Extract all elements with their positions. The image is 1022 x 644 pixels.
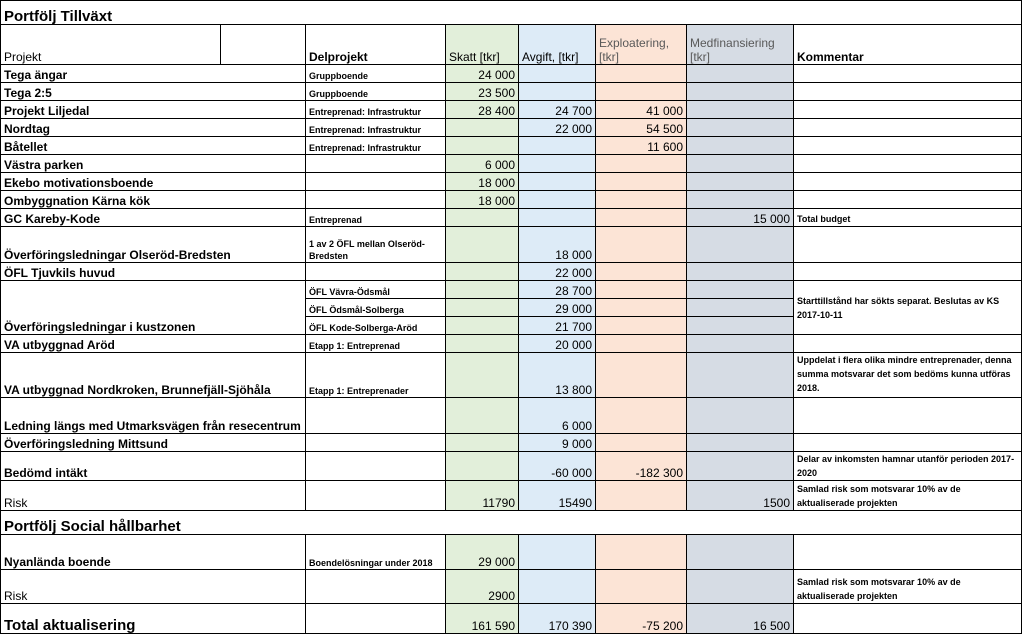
- table-row: [1, 137, 1022, 155]
- cell-skatt: [446, 452, 519, 481]
- cell-delprojekt: Entreprenad: [306, 209, 446, 227]
- header-skatt: Skatt [tkr]: [446, 25, 519, 65]
- cell-medfinansiering: [687, 353, 794, 398]
- section-title: Portfölj Social hållbarhet: [1, 511, 1022, 535]
- cell-medfinansiering: [687, 227, 794, 263]
- cell-avgift: [519, 535, 596, 570]
- cell-delprojekt: Entreprenad: Infrastruktur: [306, 119, 446, 137]
- cell-kommentar: [794, 535, 1022, 570]
- cell-exploatering: [596, 535, 687, 570]
- cell-projekt: Nyanlända boende: [1, 535, 306, 570]
- cell-delprojekt: ÖFL Vävra-Ödsmål: [306, 281, 446, 299]
- cell-delprojekt: Gruppboende: [306, 83, 446, 101]
- cell-delprojekt: [306, 173, 446, 191]
- cell-projekt: Bedömd intäkt: [1, 452, 306, 481]
- cell-skatt: [446, 317, 519, 335]
- table-row: [1, 191, 1022, 209]
- cell-delprojekt: Gruppboende: [306, 65, 446, 83]
- cell-medfinansiering: [687, 119, 794, 137]
- cell-exploatering: [596, 263, 687, 281]
- cell-medfinansiering: [687, 452, 794, 481]
- cell-avgift: 13 800: [519, 353, 596, 398]
- table-row: [1, 535, 1022, 570]
- cell-projekt: Ombyggnation Kärna kök: [1, 191, 306, 209]
- cell-delprojekt: [306, 398, 446, 434]
- cell-delprojekt: Boendelösningar under 2018: [306, 535, 446, 570]
- cell-projekt: GC Kareby-Kode: [1, 209, 306, 227]
- cell-kommentar: [794, 335, 1022, 353]
- cell-avgift: 9 000: [519, 434, 596, 452]
- cell-avgift: [519, 155, 596, 173]
- cell-projekt: Ledning längs med Utmarksvägen från resecentrum: [1, 398, 306, 434]
- table-row: [1, 173, 1022, 191]
- header-delprojekt: Delprojekt: [306, 25, 446, 65]
- cell-exploatering: [596, 155, 687, 173]
- cell-exploatering: 54 500: [596, 119, 687, 137]
- cell-skatt: [446, 353, 519, 398]
- cell-avgift: 15490: [519, 481, 596, 511]
- header-kommentar: Kommentar: [794, 25, 1022, 65]
- cell-projekt: Projekt Liljedal: [1, 101, 306, 119]
- total-exploatering: -75 200: [596, 604, 687, 634]
- cell-projekt: Ekebo motivationsboende: [1, 173, 306, 191]
- cell-skatt: [446, 398, 519, 434]
- cell-avgift: 28 700: [519, 281, 596, 299]
- cell-medfinansiering: 15 000: [687, 209, 794, 227]
- cell-delprojekt: [306, 452, 446, 481]
- table-row: [1, 353, 1022, 398]
- table-row: [1, 398, 1022, 434]
- table-row: [1, 263, 1022, 281]
- cell-exploatering: [596, 353, 687, 398]
- table-row: [1, 209, 1022, 227]
- cell-projekt: VA utbyggnad Aröd: [1, 335, 306, 353]
- cell-medfinansiering: [687, 535, 794, 570]
- header-blank: [221, 25, 306, 65]
- table-row: [1, 119, 1022, 137]
- cell-kommentar: [794, 137, 1022, 155]
- cell-skatt: 24 000: [446, 65, 519, 83]
- cell-projekt: Risk: [1, 481, 306, 511]
- table-row: [1, 281, 1022, 299]
- cell-medfinansiering: [687, 137, 794, 155]
- header-row: [1, 25, 1022, 65]
- cell-delprojekt: [306, 434, 446, 452]
- cell-projekt: Västra parken: [1, 155, 306, 173]
- cell-exploatering: 41 000: [596, 101, 687, 119]
- cell-medfinansiering: [687, 173, 794, 191]
- cell-medfinansiering: [687, 263, 794, 281]
- cell-delprojekt: Etapp 1: Entreprenad: [306, 335, 446, 353]
- cell-projekt: VA utbyggnad Nordkroken, Brunnefjäll-Sjöhåla: [1, 353, 306, 398]
- cell-avgift: [519, 173, 596, 191]
- cell-exploatering: 11 600: [596, 137, 687, 155]
- cell-skatt: [446, 227, 519, 263]
- cell-medfinansiering: [687, 281, 794, 299]
- cell-exploatering: [596, 173, 687, 191]
- cell-kommentar: [794, 604, 1022, 634]
- cell-exploatering: [596, 398, 687, 434]
- cell-medfinansiering: [687, 299, 794, 317]
- cell-skatt: [446, 299, 519, 317]
- cell-projekt: Överföringsledningar i kustzonen: [1, 281, 306, 335]
- total-label: Total aktualisering: [1, 604, 306, 634]
- cell-delprojekt: [306, 481, 446, 511]
- cell-skatt: 18 000: [446, 191, 519, 209]
- cell-kommentar: [794, 191, 1022, 209]
- cell-avgift: 6 000: [519, 398, 596, 434]
- cell-avgift: 21 700: [519, 317, 596, 335]
- header-projekt: Projekt: [1, 25, 221, 65]
- cell-avgift: [519, 137, 596, 155]
- cell-medfinansiering: [687, 434, 794, 452]
- table-row: [1, 101, 1022, 119]
- table-row: [1, 65, 1022, 83]
- cell-projekt: ÖFL Tjuvkils huvud: [1, 263, 306, 281]
- section-header-tillvaxt: [1, 1, 1022, 25]
- cell-medfinansiering: 1500: [687, 481, 794, 511]
- cell-kommentar: [794, 263, 1022, 281]
- cell-exploatering: [596, 317, 687, 335]
- cell-medfinansiering: [687, 65, 794, 83]
- table-row: [1, 481, 1022, 511]
- cell-kommentar: Delar av inkomsten hamnar utanför perioden 2017-2020: [794, 452, 1022, 481]
- cell-medfinansiering: [687, 317, 794, 335]
- cell-kommentar: [794, 65, 1022, 83]
- cell-skatt: 28 400: [446, 101, 519, 119]
- cell-skatt: 11790: [446, 481, 519, 511]
- cell-kommentar: Samlad risk som motsvarar 10% av de aktualiserade projekten: [794, 481, 1022, 511]
- cell-medfinansiering: [687, 83, 794, 101]
- cell-kommentar: Starttillstånd har sökts separat. Beslutas av KS 2017-10-11: [794, 281, 1022, 335]
- cell-kommentar: Total budget: [794, 209, 1022, 227]
- cell-medfinansiering: [687, 155, 794, 173]
- cell-skatt: 29 000: [446, 535, 519, 570]
- cell-delprojekt: Entreprenad: Infrastruktur: [306, 137, 446, 155]
- cell-delprojekt: ÖFL Ödsmål-Solberga: [306, 299, 446, 317]
- table-row: [1, 83, 1022, 101]
- cell-skatt: [446, 434, 519, 452]
- header-avgift: Avgift, [tkr]: [519, 25, 596, 65]
- cell-skatt: [446, 119, 519, 137]
- cell-medfinansiering: [687, 398, 794, 434]
- cell-kommentar: [794, 119, 1022, 137]
- cell-avgift: 29 000: [519, 299, 596, 317]
- table-row: [1, 227, 1022, 263]
- cell-avgift: [519, 209, 596, 227]
- table-row: [1, 335, 1022, 353]
- cell-exploatering: [596, 83, 687, 101]
- cell-skatt: 2900: [446, 570, 519, 604]
- table-row: [1, 434, 1022, 452]
- cell-avgift: [519, 65, 596, 83]
- cell-exploatering: [596, 209, 687, 227]
- cell-exploatering: -182 300: [596, 452, 687, 481]
- cell-exploatering: [596, 570, 687, 604]
- cell-kommentar: Samlad risk som motsvarar 10% av de aktualiserade projekten: [794, 570, 1022, 604]
- table-row: [1, 452, 1022, 481]
- cell-avgift: 18 000: [519, 227, 596, 263]
- cell-exploatering: [596, 434, 687, 452]
- cell-exploatering: [596, 227, 687, 263]
- cell-exploatering: [596, 65, 687, 83]
- cell-projekt: Nordtag: [1, 119, 306, 137]
- cell-skatt: 6 000: [446, 155, 519, 173]
- cell-medfinansiering: [687, 191, 794, 209]
- cell-exploatering: [596, 299, 687, 317]
- cell-delprojekt: ÖFL Kode-Solberga-Aröd: [306, 317, 446, 335]
- section-header-social: [1, 511, 1022, 535]
- cell-projekt: Överföringsledningar Olseröd-Bredsten: [1, 227, 306, 263]
- cell-avgift: [519, 83, 596, 101]
- cell-delprojekt: [306, 155, 446, 173]
- cell-exploatering: [596, 481, 687, 511]
- cell-avgift: 20 000: [519, 335, 596, 353]
- cell-exploatering: [596, 281, 687, 299]
- cell-delprojekt: [306, 263, 446, 281]
- section-title: Portfölj Tillväxt: [1, 1, 1022, 25]
- header-medfinansiering: Medfinansiering [tkr]: [687, 25, 794, 65]
- cell-skatt: 23 500: [446, 83, 519, 101]
- cell-medfinansiering: [687, 101, 794, 119]
- cell-medfinansiering: [687, 335, 794, 353]
- cell-kommentar: [794, 173, 1022, 191]
- cell-delprojekt: [306, 604, 446, 634]
- cell-avgift: 24 700: [519, 101, 596, 119]
- cell-kommentar: [794, 434, 1022, 452]
- cell-skatt: [446, 263, 519, 281]
- cell-skatt: 18 000: [446, 173, 519, 191]
- cell-avgift: -60 000: [519, 452, 596, 481]
- cell-avgift: [519, 191, 596, 209]
- cell-projekt: Risk: [1, 570, 306, 604]
- total-medfinansiering: 16 500: [687, 604, 794, 634]
- cell-medfinansiering: [687, 570, 794, 604]
- cell-delprojekt: 1 av 2 ÖFL mellan Olseröd-Bredsten: [306, 227, 446, 263]
- cell-avgift: [519, 570, 596, 604]
- cell-exploatering: [596, 191, 687, 209]
- cell-delprojekt: Entreprenad: Infrastruktur: [306, 101, 446, 119]
- cell-kommentar: [794, 398, 1022, 434]
- cell-skatt: [446, 281, 519, 299]
- cell-kommentar: [794, 83, 1022, 101]
- cell-kommentar: [794, 101, 1022, 119]
- cell-skatt: [446, 137, 519, 155]
- cell-kommentar: [794, 155, 1022, 173]
- total-avgift: 170 390: [519, 604, 596, 634]
- cell-projekt: Överföringsledning Mittsund: [1, 434, 306, 452]
- cell-projekt: Båtellet: [1, 137, 306, 155]
- cell-avgift: 22 000: [519, 119, 596, 137]
- cell-delprojekt: [306, 570, 446, 604]
- cell-skatt: [446, 209, 519, 227]
- cell-kommentar: [794, 227, 1022, 263]
- table-row: [1, 155, 1022, 173]
- cell-skatt: [446, 335, 519, 353]
- cell-projekt: Tega ängar: [1, 65, 306, 83]
- total-skatt: 161 590: [446, 604, 519, 634]
- cell-projekt: Tega 2:5: [1, 83, 306, 101]
- cell-delprojekt: Etapp 1: Entreprenader: [306, 353, 446, 398]
- cell-delprojekt: [306, 191, 446, 209]
- cell-kommentar: Uppdelat i flera olika mindre entreprenader, denna summa motsvarar det som bedöms kunna utföras 2018.: [794, 353, 1022, 398]
- total-row: [1, 604, 1022, 634]
- header-exploatering: Exploatering, [tkr]: [596, 25, 687, 65]
- table-row: [1, 570, 1022, 604]
- cell-avgift: 22 000: [519, 263, 596, 281]
- cell-exploatering: [596, 335, 687, 353]
